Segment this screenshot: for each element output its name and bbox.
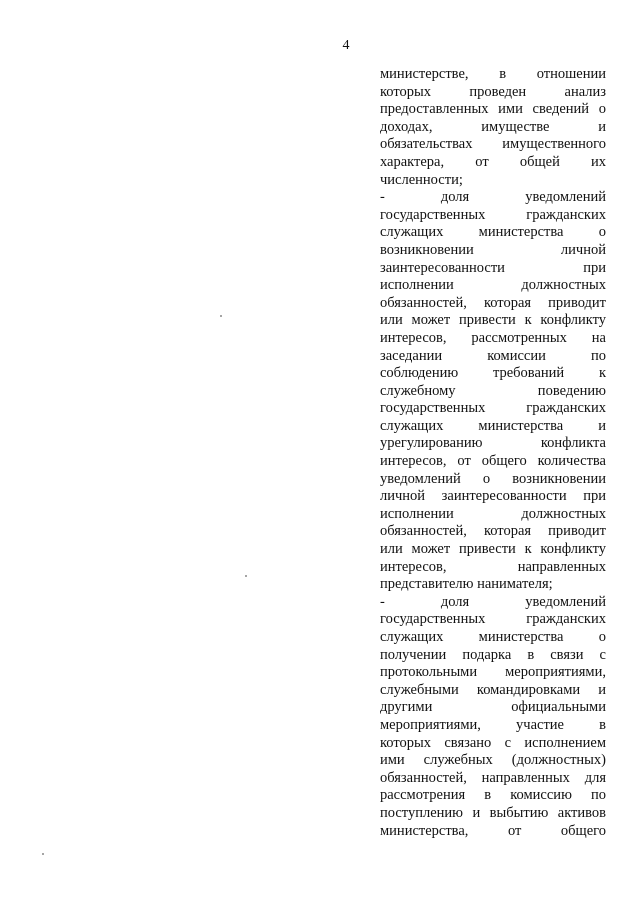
text-line: служащих министерства и: [380, 417, 606, 434]
text-line: которых связано с исполнением: [380, 734, 606, 751]
text-line: государственных гражданских: [380, 611, 606, 628]
text-line: заинтересованности при: [380, 259, 606, 276]
text-line: урегулированию конфликта: [380, 435, 606, 452]
text-line: получении подарка в связи с: [380, 646, 606, 663]
text-line: предоставленных ими сведений о: [380, 101, 606, 118]
text-line: рассмотрения в комиссию по: [380, 787, 606, 804]
page-number: 4: [342, 38, 350, 53]
text-line: государственных гражданских: [380, 206, 606, 223]
text-line: министерства, от общего: [380, 822, 606, 839]
text-line: характера, от общей их: [380, 153, 606, 170]
paragraph: [380, 189, 606, 594]
text-line: поступлению и выбытию активов: [380, 804, 606, 821]
text-line: или может привести к конфликту: [380, 541, 606, 558]
text-line: интересов, направленных: [380, 558, 606, 575]
text-line: государственных гражданских: [380, 400, 606, 417]
text-line: министерстве, в отношении: [380, 66, 606, 82]
text-line: представителю нанимателя;: [380, 576, 553, 593]
text-line: - доля уведомлений: [380, 189, 606, 206]
text-line: служебными командировками и: [380, 681, 606, 698]
text-line: - доля уведомлений: [380, 593, 606, 610]
text-line: возникновении личной: [380, 241, 606, 258]
text-line: личной заинтересованности при: [380, 488, 606, 505]
text-line: интересов, рассмотренных на: [380, 329, 606, 346]
text-line: служебному поведению: [380, 382, 606, 399]
text-line: уведомлений о возникновении: [380, 470, 606, 487]
text-column: [380, 66, 606, 840]
scan-speck: [245, 575, 247, 577]
text-line: служащих министерства о: [380, 629, 606, 645]
scan-speck: [42, 853, 44, 855]
text-line: соблюдению требований к: [380, 365, 606, 382]
paragraph: [380, 594, 606, 840]
text-line: численности;: [380, 171, 463, 188]
scan-speck: [220, 315, 222, 317]
text-line: мероприятиями, участие в: [380, 716, 606, 733]
text-line: доходах, имуществе и: [380, 118, 606, 135]
text-line: заседании комиссии по: [380, 347, 606, 364]
text-line: ими служебных (должностных): [380, 752, 606, 769]
text-line: обязанностей, направленных для: [380, 769, 606, 786]
text-line: обязанностей, которая приводит: [380, 294, 606, 311]
paragraph: [380, 66, 606, 189]
text-line: интересов, от общего количества: [380, 453, 606, 470]
text-line: обязательствах имущественного: [380, 136, 606, 153]
text-line: исполнении должностных: [380, 505, 606, 522]
text-line: исполнении должностных: [380, 277, 606, 294]
text-line: или может привести к конфликту: [380, 312, 606, 329]
text-line: другими официальными: [380, 699, 606, 716]
text-line: протокольными мероприятиями,: [380, 664, 606, 681]
text-line: служащих министерства о: [380, 224, 606, 241]
text-line: обязанностей, которая приводит: [380, 523, 606, 540]
text-line: которых проведен анализ: [380, 83, 606, 100]
